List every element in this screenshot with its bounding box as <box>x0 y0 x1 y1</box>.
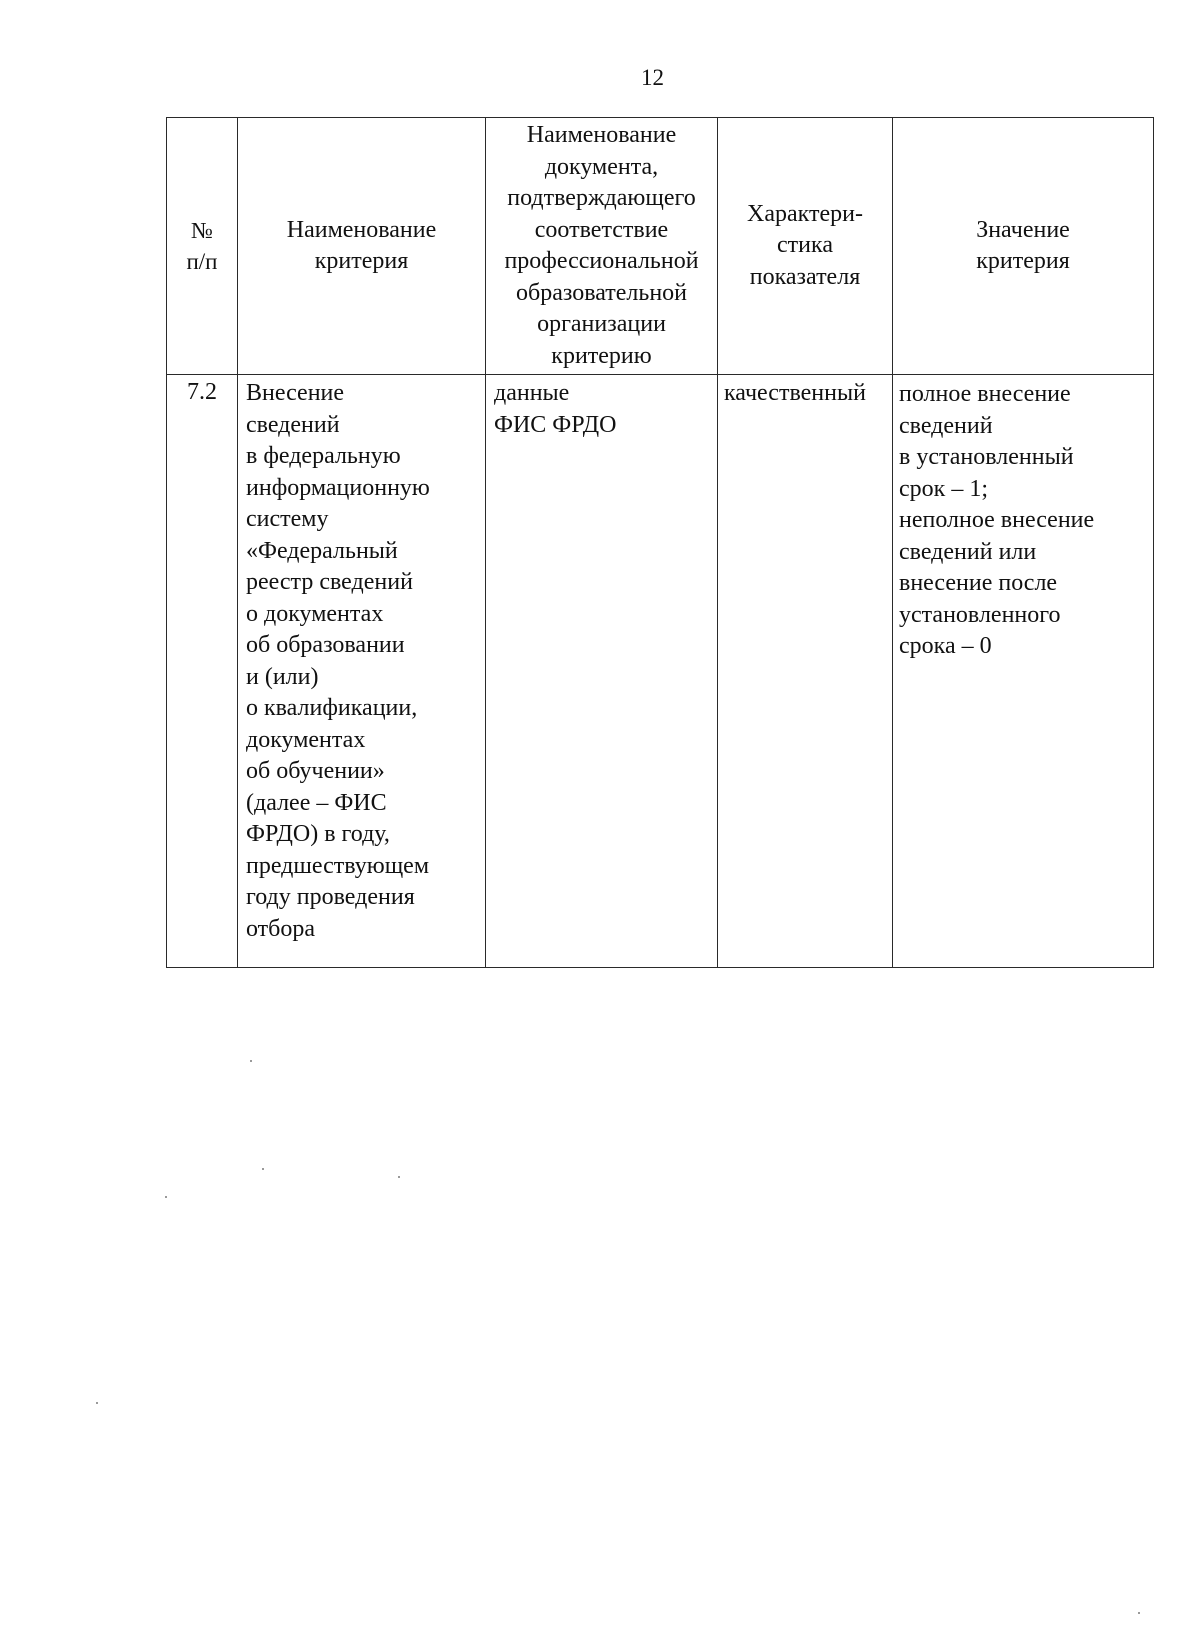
header-criterion-name <box>238 118 486 375</box>
header-number-label: № п/п <box>186 218 218 274</box>
scan-speck <box>262 1168 264 1170</box>
header-document-name-label: Наименование документа, подтверждающего соответствие профессиональной образовательной организации критерию <box>504 122 699 369</box>
table-row <box>167 375 1154 968</box>
scan-speck <box>165 1196 167 1198</box>
cell-criterion-value <box>893 375 1154 968</box>
criteria-table <box>166 117 1154 968</box>
cell-document-name <box>486 375 718 968</box>
row-criterion-name: Внесение сведений в федеральную информационную систему «Федеральный реестр сведений о документах об образовании и (или) о квалификации, документах об обучении» (далее – ФИС ФРДО) в году, предшествующем году проведения отбора <box>246 380 430 942</box>
cell-characteristic <box>718 375 893 968</box>
row-characteristic: качественный <box>724 380 866 406</box>
page-number: 12 <box>641 65 664 90</box>
header-characteristic <box>718 118 893 375</box>
header-number <box>167 118 238 375</box>
header-document-name <box>486 118 718 375</box>
cell-criterion-name <box>238 375 486 968</box>
row-criterion-value: полное внесение сведений в установленный срок – 1; неполное внесение сведений или внесение после установленного срока – 0 <box>899 381 1095 659</box>
scan-speck <box>1138 1612 1140 1614</box>
scan-speck <box>250 1060 252 1062</box>
table-header-row <box>167 118 1154 375</box>
scan-speck <box>398 1176 400 1178</box>
header-criterion-name-label: Наименование критерия <box>286 216 437 274</box>
header-criterion-value <box>893 118 1154 375</box>
row-document-name: данные ФИС ФРДО <box>494 380 617 438</box>
cell-number <box>167 375 238 968</box>
header-characteristic-label: Характери- стика показателя <box>747 200 863 290</box>
row-number: 7.2 <box>187 379 217 405</box>
scan-speck <box>96 1402 98 1404</box>
header-criterion-value-label: Значение критерия <box>976 216 1070 274</box>
